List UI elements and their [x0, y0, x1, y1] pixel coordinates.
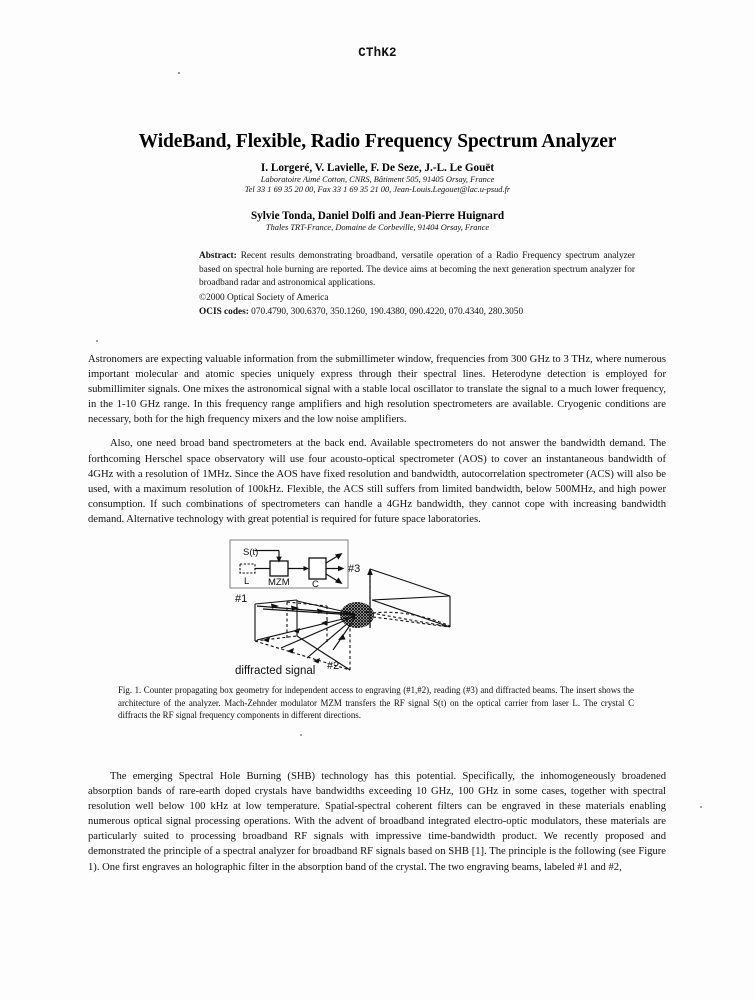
body-column-top	[88, 352, 666, 536]
author-affiliation: Laboratoire Aimé Cotton, CNRS, Bâtiment 505, 91405 Orsay, France	[260, 175, 495, 184]
abstract-text: Recent results demonstrating broadband, versatile operation of a Radio Frequency spectrum analyzer based on spectral hole burning are reported. The device aims at becoming the next generation spectrum analyzer for broadband radar and astronomical applications.	[199, 251, 635, 289]
page-title: WideBand, Flexible, Radio Frequency Spectrum Analyzer	[138, 131, 617, 153]
abstract-label: Abstract:	[199, 251, 237, 261]
label-crystal: C	[312, 579, 319, 590]
figure-canvas	[167, 528, 587, 678]
incoming-beam-rays	[257, 601, 355, 658]
paragraph-2: Also, one need broad band spectrometers at the back end. Available spectrometers do not answer the bandwidth demand. The forthcoming Herschel space observatory will use four acousto-optical spectrometer (AOS) to cover an instantaneous bandwidth of 4GHz with a resolution of 1MHz. Since the AOS have fixed resolution and bandwidth, autocorrelation spectrometer (ACS) will also be used, with a maximum resolution of 100kHz. Flexible, the ACS still suffers from limited bandwidth, below 500MHz, and high power consumption. If such combinations of spectrometers can handle a 4GHz bandwidth, they cannot cope with increasing bandwidth demand. Alternative technology with great potential is required for future space laboratories.	[88, 438, 666, 525]
scan-artifact-dot	[96, 340, 98, 342]
fan-arrowhead-2	[338, 566, 345, 571]
label-beam-3: #3	[348, 563, 361, 575]
author-affiliation: Thales TRT-France, Domaine de Corbeville, 91404 Orsay, France	[265, 223, 490, 232]
label-beam-2: #2	[327, 660, 340, 672]
author-block-2	[60, 209, 695, 233]
figure-diagram	[167, 528, 587, 678]
author-names: Sylvie Tonda, Daniel Dolfi and Jean-Pierre Huignard	[250, 210, 505, 222]
body-column-bottom	[88, 769, 666, 884]
scan-artifact-dot	[178, 72, 180, 74]
ocis-line	[199, 306, 635, 320]
scan-artifact-dot	[300, 734, 302, 736]
label-signal: S(t)	[243, 547, 259, 558]
copyright-line: ©2000 Optical Society of America	[199, 292, 329, 303]
ocis-label: OCIS codes:	[199, 307, 249, 318]
running-head: CThK2	[358, 46, 397, 60]
mzm-box	[270, 561, 288, 576]
author-names: I. Lorgeré, V. Lavielle, F. De Seze, J.-L. Le Gouët	[260, 162, 495, 174]
author-block-1	[60, 161, 695, 196]
crystal-interaction-region	[340, 602, 374, 628]
mzm-to-crystal-arrowhead	[304, 566, 310, 571]
paragraph-1: Astronomers are expecting valuable information from the submillimeter window, frequencies from 300 GHz to 3 THz, where numerous important molecular and atomic species uniquely express through their spectral lines. Heterodyne detection is employed for submillimiter signals. One mixes the astronomical signal with a stable local oscillator to translate the signal to a much lower frequency, in the 1-10 GHz range. In this frequency range amplifiers and high resolution spectrometers are available. Cryogenic conditions are necessary, both for the high frequency mixers and the low noise amplifiers.	[88, 354, 666, 426]
author-contact: Tel 33 1 69 35 20 00, Fax 33 1 69 35 21 00, Jean-Louis.Legouet@lac.u-psud.fr	[244, 185, 511, 195]
crystal-box	[309, 558, 326, 579]
paragraph-3: The emerging Spectral Hole Burning (SHB) technology has this potential. Specifically, the inhomogeneously broadened absorption bands of rare-earth doped crystals have bandwidths exceeding 10 GHz, 100 GHz in some cases, together with spectral resolution well below 100 kHz at low temperature. Spatial-spectral coherent filters can be engraved in these materials enabling numerous optical signal processing operations. With the advent of broadband integrated electro-optic modulators, these materials are particularly suited to processing broadband RF signals with impressive time-bandwidth product. We recently proposed and demonstrated the principle of a spectral analyzer for broadband RF signals based on SHB [1]. The principle is the following (see Figure 1). One first engraves an holographic filter in the absorption band of the crystal. The two engraving beams, labeled #1 and #2,	[88, 771, 666, 873]
figure-caption: Fig. 1. Counter propagating box geometry for independent access to engraving (#1,#2), reading (#3) and diffracted beams. The insert shows the architecture of the analyzer. Mach-Zehnder modulator MZM transfers the RF signal S(t) on the optical carrier from laser L. The crystal C diffracts the RF signal frequency components in different directions.	[118, 685, 634, 721]
label-laser: L	[244, 576, 250, 587]
laser-box	[240, 564, 255, 573]
label-beam-1: #1	[235, 593, 248, 605]
scan-artifact-dot	[700, 806, 702, 808]
ocis-values: 070.4790, 300.6370, 350.1260, 190.4380, 090.4220, 070.4340, 280.3050	[251, 307, 524, 318]
label-modulator: MZM	[268, 577, 290, 588]
abstract-block	[199, 250, 635, 320]
box-geometry-right	[366, 569, 450, 628]
figure-1	[88, 528, 666, 678]
label-diffracted-signal: diffracted signal	[235, 665, 316, 677]
